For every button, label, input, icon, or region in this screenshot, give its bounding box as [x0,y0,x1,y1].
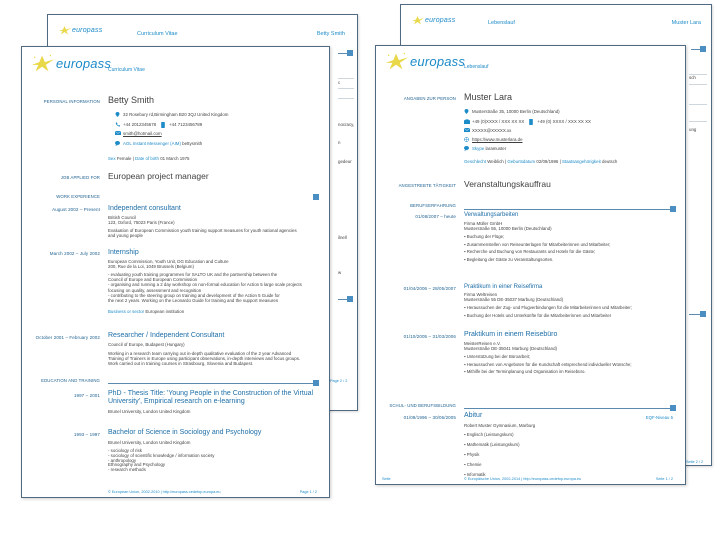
section-rule [464,408,675,409]
sex-dob-row: Sex Female | Date of birth 01 March 1975 [108,156,190,161]
work-bullets: - evaluating youth training programmes for SALTO UK and the partnership between the Council of Europe and European Commission - organising and running a 2 day workshop on non-formal education for Action 5 large scale projects focusing on quality, assessment and recognition - contributing to the steering group on training and development of the Action 5 Guide for the next 2 years. Working on the Leonardo Guide for training and the support measures [108,272,302,304]
work-employer: Council of Europe, Budapest (Hungary) [108,342,185,347]
email-icon [115,131,120,136]
mobile: +44 7123456789 [169,122,203,127]
header-title: Lebenslauf [464,64,489,70]
footer-copyright: © Europäische Union, 2002-2014 | http://europass.cedefop.europa.eu [464,477,582,481]
phone-icon [115,122,120,127]
section-rule [108,197,318,198]
edu-date: 1997 – 2001 [73,393,100,398]
header-title: Lebenslauf [488,20,515,26]
europass-logo: europass [411,15,455,25]
europass-logo: europass [384,51,465,71]
email-row [115,131,162,136]
section-rule [108,383,318,384]
work-employer: British Council 123, Oxford, 75023 Paris (France) [108,215,175,226]
work-bullets: ▪ Unterstützung bei der Büroarbeit; ▪ Heraussuchen von Angeboten für die Kundschaft entsprechend individueller Wünsche; ▪ Mithilfe bei der Terminplanung und Organisation im Reisebüro. [464,354,632,374]
divider [338,78,354,79]
work-date: 01/04/2006 – 28/05/2007 [403,286,456,291]
footer-copyright: © European Union, 2002-2010 | http://europass.cedefop.europa.eu [108,490,221,494]
peek-text: ung [689,127,697,132]
peek-text: ilnell [338,235,347,240]
phone: +49 (0)XXXX / XXX XX XX [472,119,525,124]
europass-star-icon [411,15,425,25]
work-employer: MeisterReisen e.V. Musterstraße DE-35041 Marburg (Deutschland) [464,341,557,352]
header-name: Muster Lara [671,20,701,26]
section-label-education: EDUCATION AND TRAINING [41,378,100,383]
left-front-page [21,46,330,498]
section-label-job-applied: JOB APPLIED FOR [60,175,100,180]
im-row: AOL Instant Messenger (AIM) bettysmith [115,141,202,146]
work-description: Working in a research team carrying out in-depth qualitative evaluation of the 2 year Advanced Training of Trainers in Europe using participant observations, in-depth interviews and focus groups. Work carried out in training courses in Strasbourg, Slovenia and Budapest. [108,351,301,367]
europass-logo: europass [58,25,102,35]
peek-text: n [338,140,341,145]
section-label-job-applied: ANGESTREBTE TÄTIGKEIT [398,183,456,188]
work-title: Researcher / Independent Consultant [108,332,225,339]
im-row: Skype laramuster [464,146,506,151]
work-title: Praktikum in einem Reisebüro [464,331,558,338]
mobile-icon [529,119,534,124]
address-row: Musterstraße 35, 10000 Berlin (Deutschland) [464,109,560,114]
page-number: Page 2 / 2 [330,379,348,383]
work-title: Internship [108,249,139,256]
edu-org: Brunel University, London United Kingdom [108,409,191,414]
peek-text: gedeur [338,159,352,164]
job-applied-value: Veranstaltungskauffrau [464,179,551,189]
mobile-icon [161,122,166,127]
edu-org: Robert Muster Gymnasium, Marburg [464,423,536,428]
section-label-personal: ANGABEN ZUR PERSON [403,96,456,101]
divider [338,98,354,99]
phone-row [464,119,591,124]
phone-row [115,122,202,127]
edu-title: Bachelor of Science in Sociology and Psychology [108,429,262,436]
job-applied-value: European project manager [108,171,209,181]
work-bullets: ▪ Buchung der Flüge; ▪ Zusammenstellen von Reiseunterlagen für Mitarbeiterinnen und Mitarbeiter; ▪ Recherche und Buchung von Restaurants und Hotels für die Gäste; ▪ Begleitung der Gäste zu Veranstaltungsorten. [464,234,611,262]
email[interactable]: XXXXX@XXXXX.xx [472,128,512,133]
edu-org: Brunel University, London United Kingdom [108,440,191,445]
divider [689,104,707,105]
work-employer: Firma Weltreisen Musterstraße 55 DE-35037 Marburg (Deutschland) [464,292,564,303]
email-row [464,128,511,133]
sex-dob-row: Geschlecht Weiblich | Geburtsdatum 02/09/1986 | Staatsangehörigkeit deutsch [464,159,618,164]
phone: +44 2012345678 [123,122,157,127]
work-description: Evaluation of European Commission youth training support measures for youth national agencies and young people [108,228,297,239]
peek-text: w [338,270,342,275]
email-icon [464,128,469,133]
phone-icon [464,119,469,124]
chat-bubble-icon [115,141,120,146]
peek-text: sch [689,75,696,80]
page-number: Seite 2 / 2 [686,460,704,464]
header-title: Curriculum Vitae [108,67,145,73]
section-label-education: SCHUL- UND BERUFSBILDUNG [389,403,456,408]
location-pin-icon [115,112,120,117]
header-title: Curriculum Vitae [137,31,178,37]
edu-date: 01/09/1996 – 30/06/2005 [403,415,456,420]
europass-star-icon [30,53,56,73]
page-number: Page 1 / 2 [299,490,317,494]
sector-row: Business or sector European institution [108,309,185,314]
globe-icon [464,137,469,142]
work-title: Verwaltungsarbeiten [464,212,519,218]
edu-bullets: ▪ Englisch (Leistungskurs) ▪ Mathematik (Leistungskurs) ▪ Physik ▪ Chemie ▪ Informatik [464,432,520,477]
section-label-personal: PERSONAL INFORMATION [43,99,100,104]
mobile: +49 (0) XXXX / XXX XX XX [537,119,591,124]
work-employer: Firma Müller GmbH Musterstraße 55, 10000 Berlin (Deutschland) [464,221,552,232]
right-front-page [375,45,686,485]
edu-title: Abitur [464,412,483,419]
eqf-level: EQF-Niveau 5 [645,415,673,420]
europass-star-icon [58,25,72,35]
edu-bullets: - sociology of risk - sociology of scientific knowledge / information society - anthropology Ethnography and Psychology - research methods [108,448,215,473]
email-link[interactable]: smith@hotmail.com [123,131,162,136]
location-pin-icon [464,109,469,114]
work-title: Independent consultant [108,205,181,212]
divider [338,88,354,89]
work-employer: European Commission, Youth Unit, DG Education and Culture 200, Rue de la Loi, 1049 Brussels (Belgium) [108,259,229,270]
divider [689,121,707,122]
work-title: Praktikum in einer Reisefirma [464,284,543,290]
work-bullets: ▪ Heraussuchen der Zug- und Flugverbindungen für die Mitarbeiterinnen und Mitarbeiter; ▪ Buchung der Hotels und Unterkünfte für die Mitarbeiterinnen und Mitarbeiter [464,305,633,318]
section-rule [689,314,705,315]
work-date: March 2002 – July 2002 [49,251,100,256]
page-number: Seite 1 / 2 [655,477,673,481]
europass-star-icon [384,51,410,71]
header-name: Betty Smith [316,31,345,37]
person-name: Betty Smith [108,95,155,105]
work-date: 01/10/2005 – 31/03/2006 [403,334,456,339]
section-label-work-experience: WORK EXPERIENCE [56,194,100,199]
section-rule [338,299,352,300]
edu-title: PhD - Thesis Title: 'Young People in the Construction of the Virtual University', Empirical research on e-learning [108,390,314,405]
section-label-work-experience: BERUFSERFAHRUNG [410,203,456,208]
work-date: October 2001 – February 2002 [35,335,100,340]
person-name: Muster Lara [464,92,513,102]
section-rule [338,53,352,54]
website-link[interactable]: https://www.musterlara.de [472,137,523,142]
edu-date: 1993 – 1997 [73,432,100,437]
peek-text: c [338,80,341,85]
website-row [464,137,523,142]
section-rule [691,49,705,50]
peek-text: nocracy, [338,122,355,127]
section-rule [464,209,675,210]
divider [689,84,707,85]
europass-logo: europass [30,53,111,73]
work-date: August 2002 – Present [52,207,100,212]
address-row: 32 Rosebury rd,Birmingham B20 3QJ United Kingdom [115,112,228,117]
footer-left: Seite [382,477,391,481]
chat-bubble-icon [464,146,469,151]
work-date: 01/08/2007 – heute [415,214,456,219]
